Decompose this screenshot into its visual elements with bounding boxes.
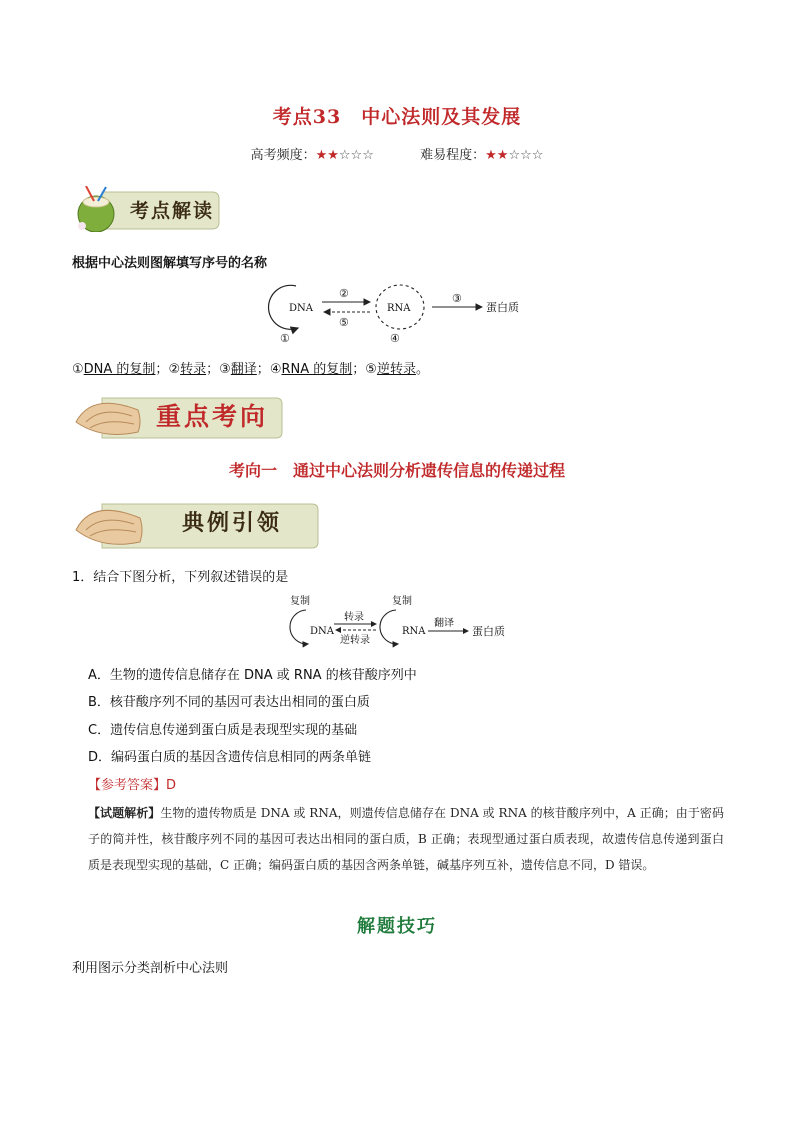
analysis-paragraph bbox=[88, 800, 724, 878]
page-title: 考点33 中心法则及其发展 bbox=[272, 106, 522, 128]
diagram2-transcription: 转录 bbox=[344, 612, 364, 623]
banner-example-text: 典例引领 bbox=[181, 510, 282, 536]
answer-num-2: ② bbox=[168, 362, 181, 377]
answer-label: 【参考答案】 bbox=[88, 778, 167, 793]
answer-sep-1: ； bbox=[155, 362, 169, 377]
tips-text: 利用图示分类剖析中心法则 bbox=[72, 961, 229, 976]
banner-focus bbox=[72, 392, 284, 442]
option-b: B．核苷酸序列不同的基因可表达出相同的蛋白质 bbox=[88, 695, 370, 710]
diagram2-reverse: 逆转录 bbox=[340, 635, 370, 646]
option-d: D．编码蛋白质的基因含遗传信息相同的两条单链 bbox=[88, 750, 372, 765]
diagram-num-5: ⑤ bbox=[339, 316, 349, 329]
answer-value: D bbox=[166, 778, 177, 793]
banner-focus-text: 重点考向 bbox=[155, 402, 268, 431]
option-a: A．生物的遗传信息储存在 DNA 或 RNA 的核苷酸序列中 bbox=[88, 668, 417, 683]
diagram-dna-label: DNA bbox=[289, 303, 313, 314]
frequency-stars-empty: ☆☆☆ bbox=[338, 148, 374, 163]
fill-in-answers bbox=[72, 358, 429, 377]
banner-interpret bbox=[72, 186, 222, 232]
difficulty-meta bbox=[0, 144, 794, 163]
diagram2-protein: 蛋白质 bbox=[472, 625, 505, 638]
answer-num-4: ④ bbox=[269, 362, 282, 377]
diagram2-rna: RNA bbox=[402, 626, 426, 637]
difficulty-label: 难易程度： bbox=[420, 148, 486, 163]
answer-sep-5: 。 bbox=[415, 362, 429, 377]
banner-example bbox=[72, 498, 320, 552]
frequency-label: 高考频度： bbox=[250, 148, 316, 163]
diagram2-dna: DNA bbox=[310, 626, 334, 637]
reference-answer bbox=[88, 774, 176, 793]
diagram-num-4: ④ bbox=[390, 332, 400, 345]
interpret-instruction: 根据中心法则图解填写序号的名称 bbox=[72, 256, 268, 271]
dna-replication-loop-2 bbox=[290, 610, 308, 644]
banner-interpret-text: 考点解读 bbox=[129, 200, 214, 222]
answer-num-3: ③ bbox=[219, 362, 231, 377]
diagram2-translation: 翻译 bbox=[434, 618, 454, 629]
central-dogma-diagram bbox=[262, 276, 532, 346]
answer-sep-3: ； bbox=[256, 362, 270, 377]
direction-heading: 考向一 通过中心法则分析遗传信息的传递过程 bbox=[228, 461, 565, 480]
answer-text-4: RNA 的复制 bbox=[281, 362, 353, 377]
difficulty-stars-filled: ★★ bbox=[485, 148, 509, 163]
answer-num-1: ① bbox=[72, 362, 84, 377]
difficulty-stars-empty: ☆☆☆ bbox=[508, 148, 544, 163]
answer-text-2: 转录 bbox=[180, 362, 207, 377]
diagram-rna-label: RNA bbox=[387, 303, 411, 314]
question-stem: 1．结合下图分析，下列叙述错误的是 bbox=[72, 570, 289, 585]
rna-replication-loop-2 bbox=[380, 610, 398, 644]
question-diagram bbox=[284, 594, 524, 648]
diagram2-rep2: 复制 bbox=[392, 596, 412, 607]
answer-sep-4: ； bbox=[352, 362, 366, 377]
diagram-num-2: ② bbox=[339, 287, 349, 300]
answer-text-5: 逆转录 bbox=[376, 362, 416, 377]
analysis-label: 【试题解析】 bbox=[88, 806, 161, 820]
option-c: C．遗传信息传递到蛋白质是表现型实现的基础 bbox=[88, 723, 358, 738]
diagram2-rep1: 复制 bbox=[290, 596, 310, 607]
frequency-stars-filled: ★★ bbox=[315, 148, 339, 163]
answer-text-3: 翻译 bbox=[230, 362, 257, 377]
tips-heading: 解题技巧 bbox=[357, 916, 437, 937]
diagram-protein-label: 蛋白质 bbox=[486, 301, 519, 314]
diagram-num-3: ③ bbox=[452, 292, 462, 305]
answer-text-1: DNA 的复制 bbox=[83, 362, 156, 377]
diagram-num-1: ① bbox=[280, 332, 290, 345]
answer-num-5: ⑤ bbox=[365, 362, 377, 377]
answer-sep-2: ； bbox=[206, 362, 220, 377]
analysis-text: 生物的遗传物质是 DNA 或 RNA，则遗传信息储存在 DNA 或 RNA 的核苷酸序列中，A 正确；由于密码子的简并性，核苷酸序列不同的基因可表达出相同的蛋白质，B 正确；表现型通过蛋白质表现，故遗传信息传递到蛋白质是表现型实现的基础，C 正确；编码蛋白质的基因含两条单链，碱基序列互补，遗传信息不同，D 错误。 bbox=[88, 806, 724, 872]
